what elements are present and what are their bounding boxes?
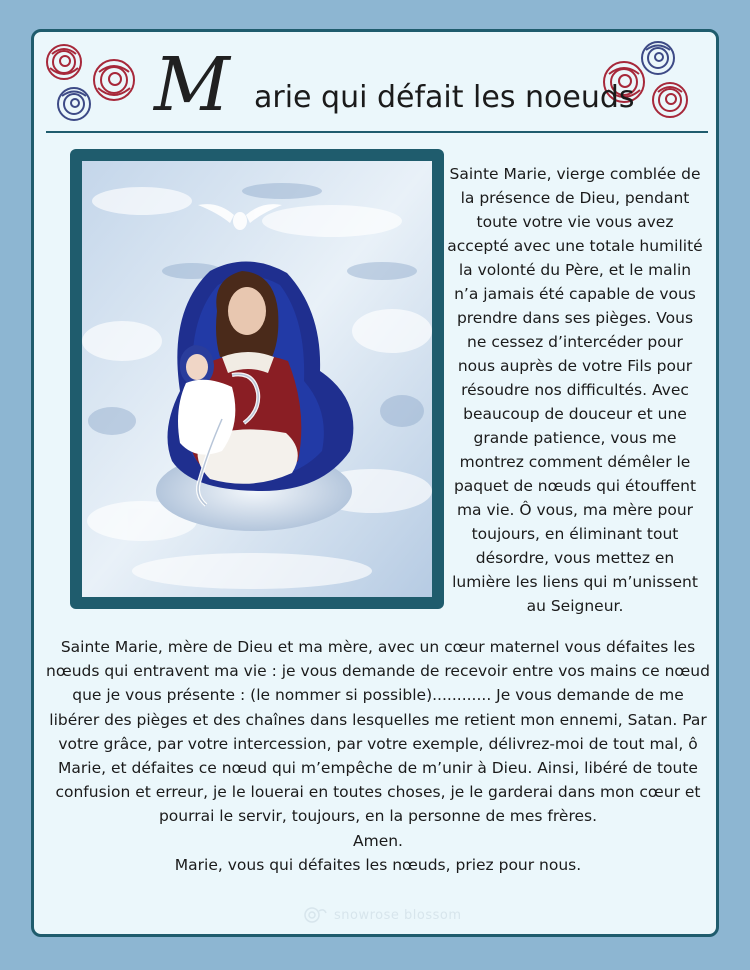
brand-watermark <box>300 904 462 926</box>
title-divider <box>46 131 708 133</box>
prayer-paragraph: Sainte Marie, mère de Dieu et ma mère, avec un cœur maternel vous défaites les nœuds qui entravent ma vie : je vous demande de recevoir entre vos mains ce nœud que je vous présente : (le nommer si possible)............ Je vous demande de me libérer des pièges et des chaînes dans lesquelles me retient mon ennemi, Satan. Par votre grâce, par votre intercession, par votre exemple, délivrez-moi de tout mal, ô Marie, et défaites ce nœud qui m’empêche de m’unir à Dieu. Ainsi, libéré de toute confusion et erreur, je le louerai en toutes choses, je le garderai dans mon cœur et pourrai le servir, toujours, en la personne de mes frères. <box>46 638 710 826</box>
madonna-painting <box>82 161 432 597</box>
prayer-amen: Amen. <box>353 831 403 850</box>
prayer-card <box>31 29 719 937</box>
main-prayer <box>46 635 710 877</box>
brand-name: snowrose blossom <box>334 907 462 923</box>
prayer-closing: Marie, vous qui défaites les nœuds, priez pour nous. <box>174 855 582 874</box>
title-rest: arie qui défait les noeuds <box>254 80 635 115</box>
title-initial: M <box>154 42 230 128</box>
painting-frame <box>70 149 444 609</box>
intro-prayer-text: Sainte Marie, vierge comblée de la présence de Dieu, pendant toute votre vie vous avez accepté avec une totale humilité la volonté du Père, et le malin n’a jamais été capable de vous prendre dans ses pièges. Vous ne cessez d’intercéder pour nous auprès de votre Fils pour résoudre nos difficultés. Avec beaucoup de douceur et une grande patience, vous me montrez comment démêler le paquet de nœuds qui étouffent ma vie. Ô vous, ma mère pour toujours, en éliminant tout désordre, vous mettez en lumière les liens qui m’unissent au Seigneur. <box>447 165 703 615</box>
page-title <box>124 42 644 130</box>
snowrose-logo-icon <box>300 904 328 926</box>
